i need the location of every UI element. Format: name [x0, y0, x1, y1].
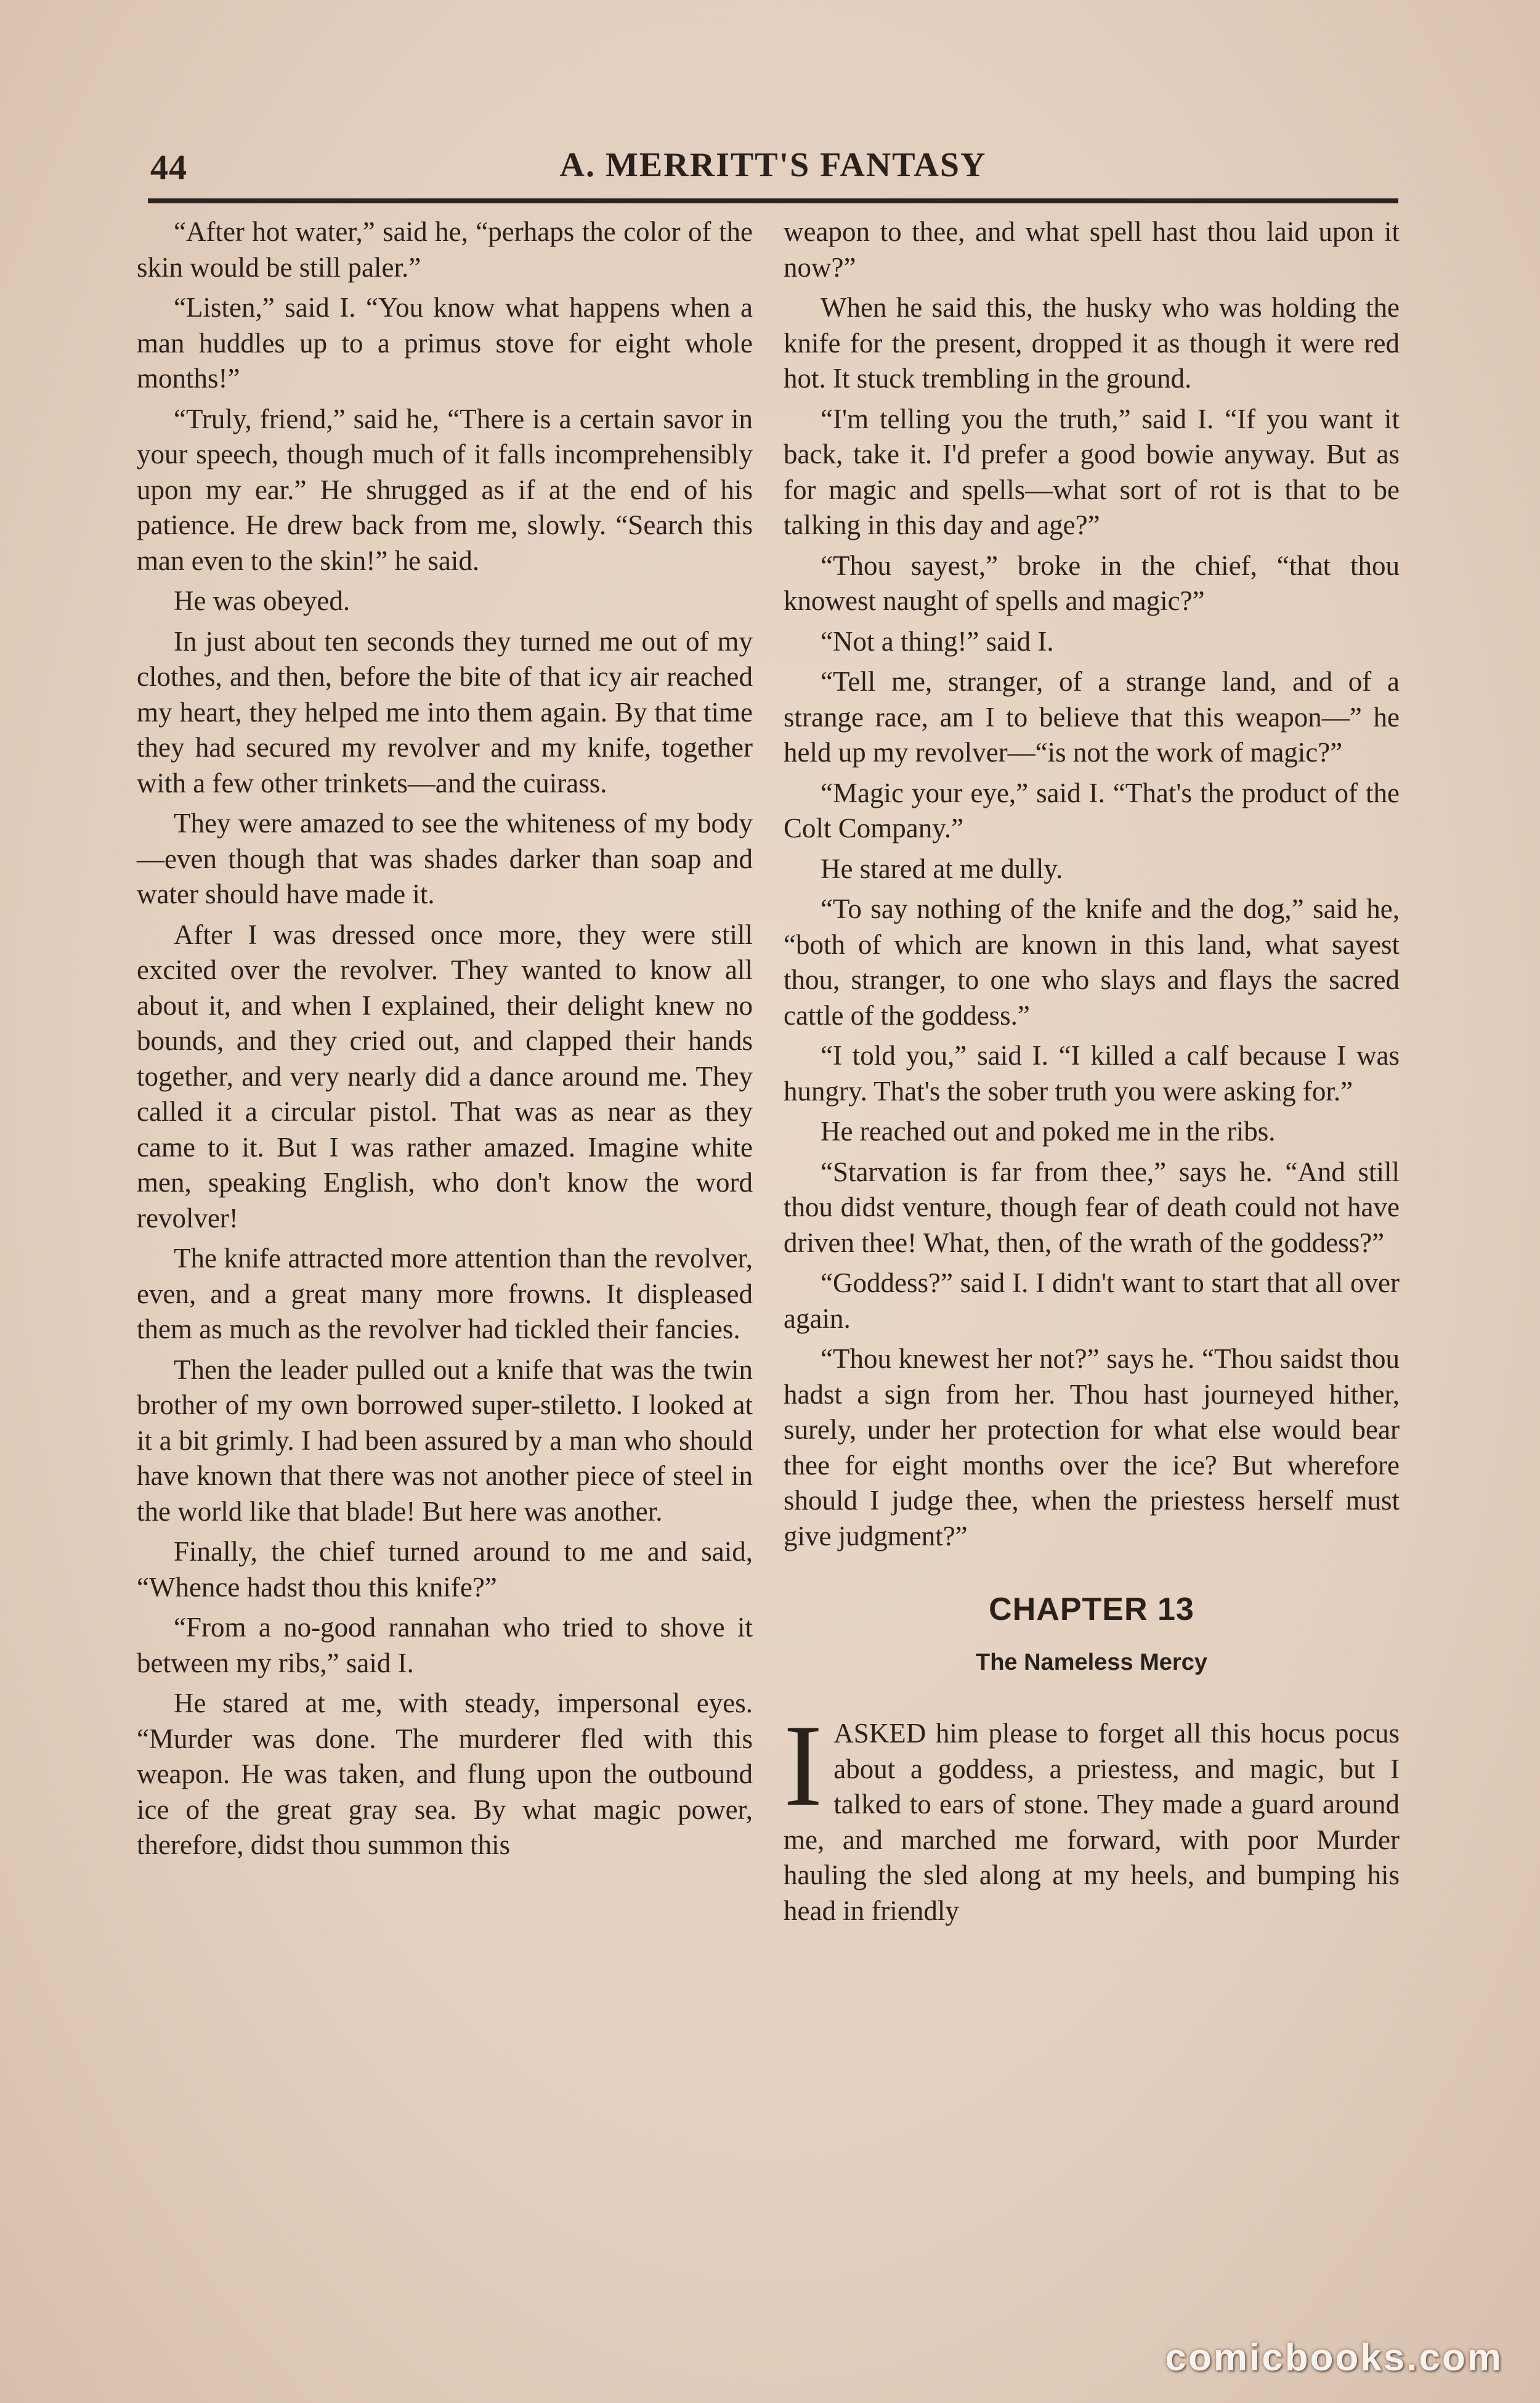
left-column: [137, 214, 753, 1868]
paragraph: In just about ten seconds they turned me out of my clothes, and then, before the bite of that icy air reached my heart, they helped me into them again. By that time they had secured my revolver and my knife, together with a few other trinkets—and the cuirass.: [137, 625, 753, 799]
paragraph-continued: weapon to thee, and what spell hast thou laid upon it now?”: [784, 216, 1400, 283]
paragraph: Then the leader pulled out a knife that was the twin brother of my own borrowed super-stiletto. I looked at it a bit grimly. I had been assured by a man who should have known that there was not another piece of steel in the world like that blade! But here was another.: [137, 1354, 753, 1527]
paragraph: “Thou knewest her not?” says he. “Thou saidst thou hadst a sign from her. Thou hast journeyed hither, surely, under her protection for what else would bear thee for eight months over the ice? But wherefore should I judge thee, when the priestess herself must give judgment?”: [784, 1343, 1400, 1551]
running-head: A. MERRITT'S FANTASY: [559, 146, 987, 184]
right-column: [784, 214, 1400, 1933]
paragraph: “I told you,” said I. “I killed a calf because I was hungry. That's the sober truth you were asking for.”: [784, 1040, 1400, 1107]
paragraph: “Thou sayest,” broke in the chief, “that thou knowest naught of spells and magic?”: [784, 550, 1400, 616]
chapter-subtitle: The Nameless Mercy: [976, 1649, 1207, 1675]
page-number: 44: [150, 147, 187, 187]
page-header: [148, 143, 1398, 203]
paragraph: He reached out and poked me in the ribs.: [821, 1116, 1276, 1147]
paragraph: “Starvation is far from thee,” says he. “And still thou didst venture, though fear of death could not have driven thee! What, then, of the wrath of the goddess?”: [784, 1156, 1400, 1258]
paragraph: “I'm telling you the truth,” said I. “If you want it back, take it. I'd prefer a good bowie anyway. But as for magic and spells—what sort of rot is that to be talking in this day and age?”: [784, 403, 1400, 540]
chapter-opening-paragraph: [784, 1701, 1400, 1929]
paragraph: “Truly, friend,” said he, “There is a certain savor in your speech, though much of it falls incomprehensibly upon my ear.” He shrugged as if at the end of his patience. He drew back from me, slowly. “Search this man even to the skin!” he said.: [137, 403, 753, 576]
paragraph: “To say nothing of the knife and the dog,” said he, “both of which are known in this land, what sayest thou, stranger, to one who slays and flays the sacred cattle of the goddess.”: [784, 893, 1400, 1031]
paragraph: They were amazed to see the whiteness of my body—even though that was shades darker than soap and water should have made it.: [137, 808, 753, 909]
paragraph: “Not a thing!” said I.: [821, 625, 1054, 657]
paragraph: Finally, the chief turned around to me and said, “Whence hadst thou this knife?”: [137, 1536, 753, 1603]
paragraph: When he said this, the husky who was holding the knife for the present, dropped it as though it were red hot. It stuck trembling in the ground.: [784, 292, 1400, 394]
watermark: comicbooks.com: [1165, 2336, 1503, 2379]
paragraph: The knife attracted more attention than the revolver, even, and a great many more frowns. It displeased them as much as the revolver had tickled their fancies.: [137, 1243, 753, 1344]
paragraph: “Magic your eye,” said I. “That's the product of the Colt Company.”: [784, 777, 1400, 844]
drop-cap: I: [784, 1701, 823, 1831]
paragraph: “Listen,” said I. “You know what happens when a man huddles up to a primus stove for eight whole months!”: [137, 292, 753, 394]
paragraph: “Tell me, stranger, of a strange land, and of a strange race, am I to believe that this weapon—” he held up my revolver—“is not the work of magic?”: [784, 666, 1400, 768]
paragraph: “From a no-good rannahan who tried to shove it between my ribs,” said I.: [137, 1612, 753, 1678]
paragraph: “Goddess?” said I. I didn't want to start that all over again.: [784, 1267, 1400, 1334]
paragraph: He stared at me dully.: [821, 853, 1063, 884]
paragraph: He was obeyed.: [174, 585, 351, 616]
paragraph: He stared at me, with steady, impersonal eyes. “Murder was done. The murderer fled with this weapon. He was taken, and flung upon the outbound ice of the great gray sea. By what magic power, therefore, didst thou summon this: [137, 1688, 753, 1860]
chapter-opening-text: ASKED him please to forget all this hocus pocus about a goddess, a priestess, and magic, but I talked to ears of stone. They made a guard around me, and marched me forward, with poor Murder hauling the sled along at my heels, and bumping his head in friendly: [784, 1718, 1400, 1926]
paragraph: “After hot water,” said he, “perhaps the color of the skin would be still paler.”: [137, 216, 753, 283]
chapter-title: CHAPTER 13: [989, 1592, 1194, 1627]
paragraph: After I was dressed once more, they were still excited over the revolver. They wanted to know all about it, and when I explained, their delight knew no bounds, and they cried out, and clapped their hands together, and very nearly did a dance around me. They called it a circular pistol. That was as near as they came to it. But I was rather amazed. Imagine white men, speaking English, who don't know the word revolver!: [137, 919, 753, 1234]
